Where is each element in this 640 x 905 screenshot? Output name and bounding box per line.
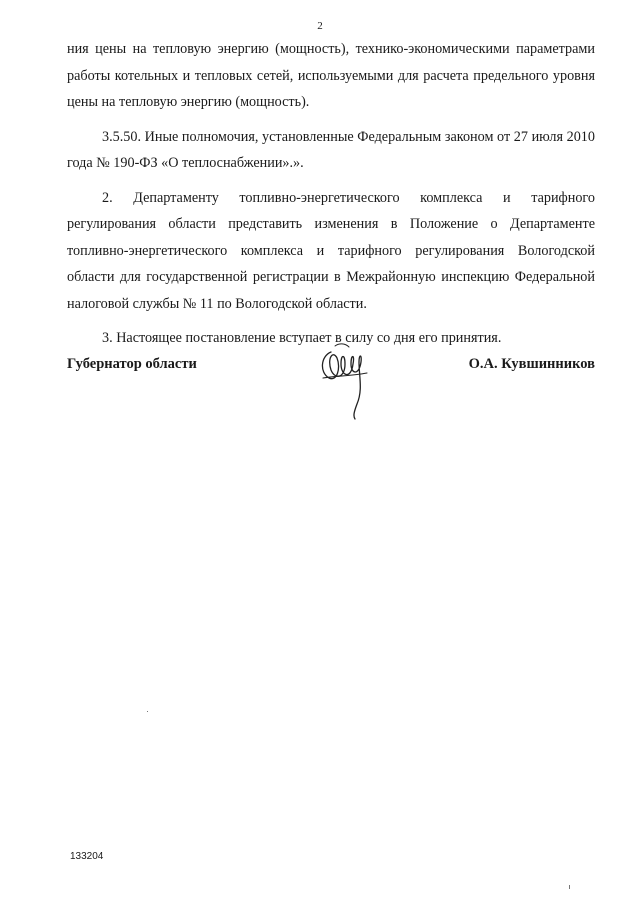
paragraph-item-3: 3. Настоящее постановление вступает в силу со дня его принятия. (102, 330, 502, 346)
paragraph-clause-3-5-50: 3.5.50. Иные полномочия, установленные Федеральным законом от 27 июля 2010 года № 190-ФЗ «О теплоснабжении».». (67, 128, 595, 171)
scan-speck (569, 885, 570, 889)
signatory-name: О.А. Кувшинников (468, 356, 595, 372)
paragraph-item-2: 2. Департаменту топливно-энергетического комплекса и тарифного регулирования области представить изменения в Положение о Департаменте топливно-энергетического комплекса и тарифного регулирования Вологодской области для государственной регистрации в Межрайонную инспекцию Федеральной налоговой службы № 11 по Вологодской области. (67, 189, 595, 312)
page-number: 2 (317, 20, 323, 32)
document-code: 133204 (70, 851, 104, 862)
scan-speck (147, 711, 148, 712)
paragraph-continuation: ния цены на тепловую энергию (мощность), технико-экономическими параметрами работы котельных и тепловых сетей, используемыми для расчета предельного уровня цены на тепловую энергию (мощность). (67, 41, 595, 110)
handwritten-signature (315, 340, 375, 420)
document-body (67, 36, 595, 360)
signatory-title: Губернатор области (67, 356, 197, 372)
